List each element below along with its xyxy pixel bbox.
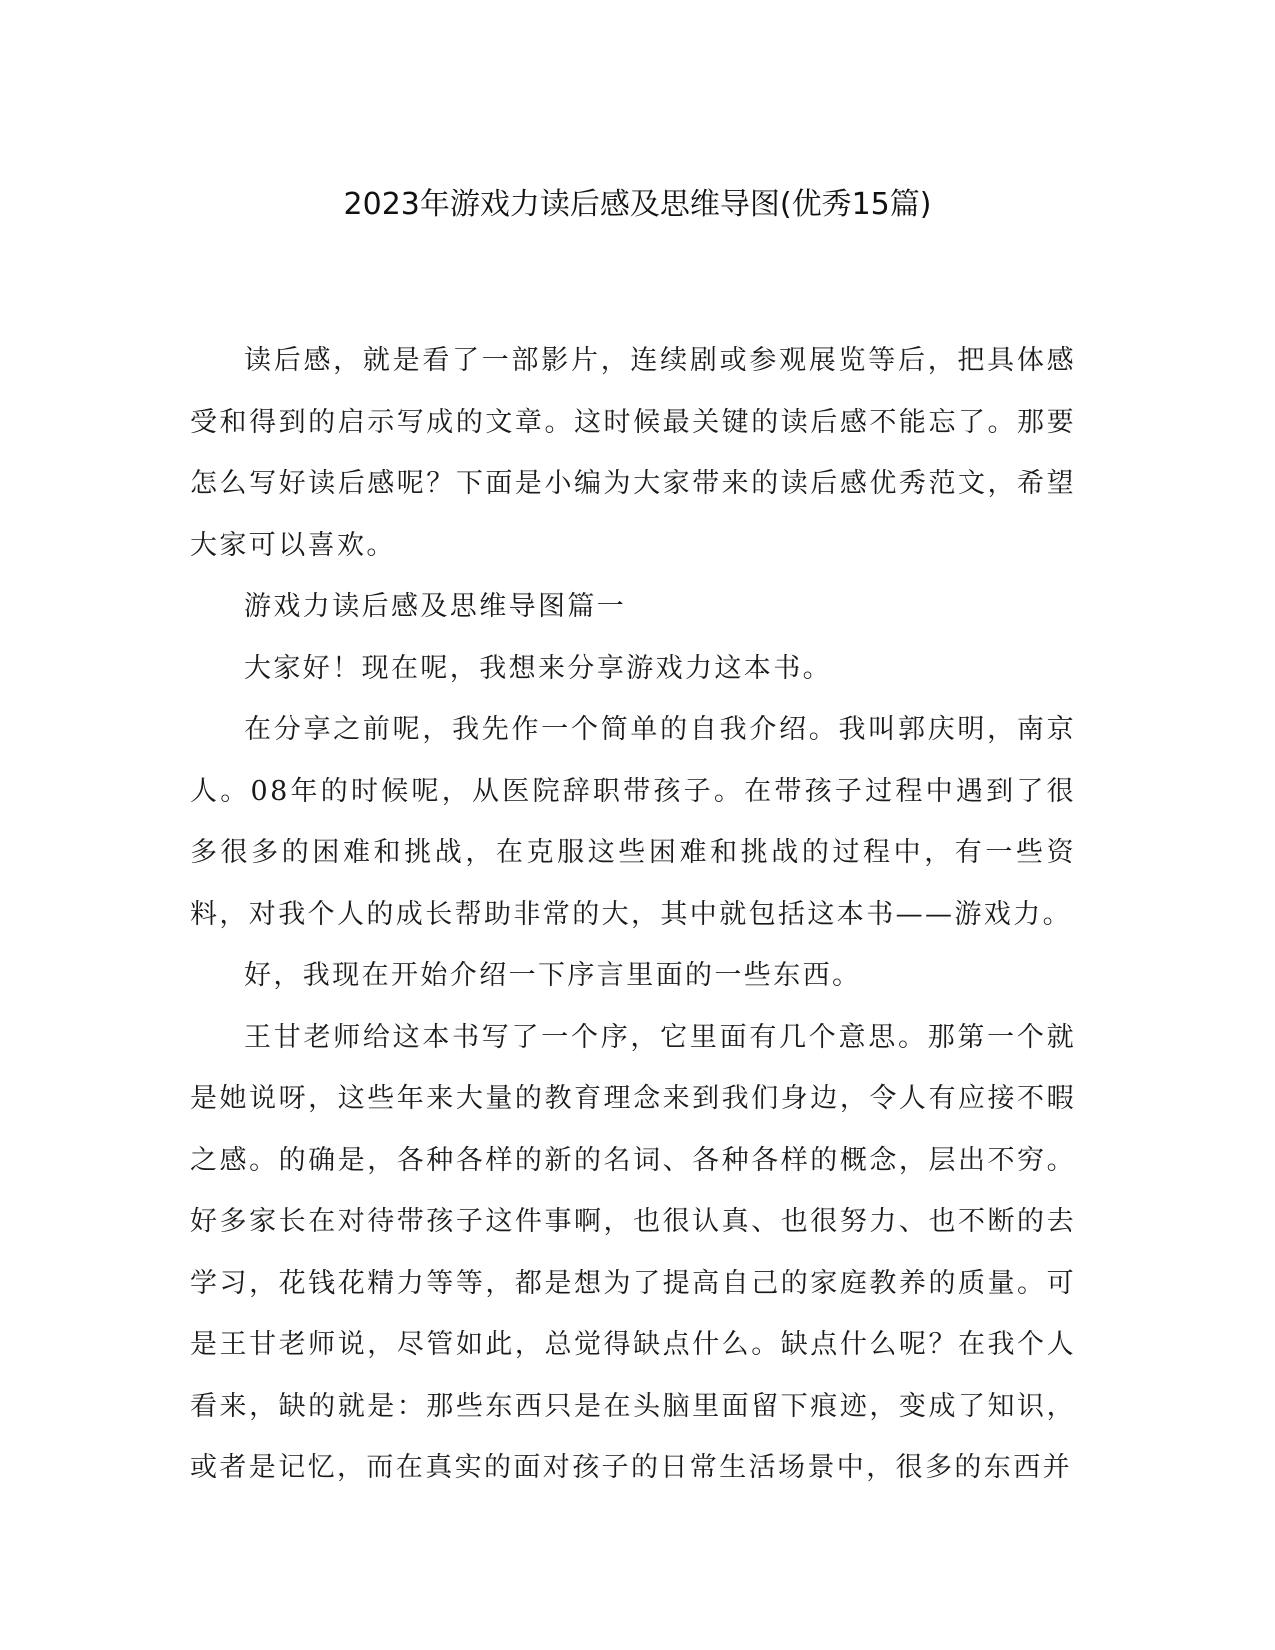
paragraph-self-intro: 在分享之前呢，我先作一个简单的自我介绍。我叫郭庆明，南京人。08年的时候呢，从医院辞职带孩子。在带孩子过程中遇到了很多很多的困难和挑战，在克服这些困难和挑战的过程中，有一些资料，对我个人的成长帮助非常的大，其中就包括这本书——游戏力。 bbox=[190, 714, 1076, 930]
document-body bbox=[190, 330, 1076, 1499]
paragraph-preface-intro: 好，我现在开始介绍一下序言里面的一些东西。 bbox=[244, 960, 862, 991]
paragraph-section-heading: 游戏力读后感及思维导图篇一 bbox=[244, 591, 627, 622]
paragraph-intro: 读后感，就是看了一部影片，连续剧或参观展览等后，把具体感受和得到的启示写成的文章。这时候最关键的读后感不能忘了。那要怎么写好读后感呢？下面是小编为大家带来的读后感优秀范文，希望大家可以喜欢。 bbox=[190, 345, 1076, 561]
paragraph-preface-content: 王甘老师给这本书写了一个序，它里面有几个意思。那第一个就是她说呀，这些年来大量的教育理念来到我们身边，令人有应接不暇之感。的确是，各种各样的新的名词、各种各样的概念，层出不穷。好多家长在对待带孩子这件事啊，也很认真、也很努力、也不断的去学习，花钱花精力等等，都是想为了提高自己的家庭教养的质量。可是王甘老师说，尽管如此，总觉得缺点什么。缺点什么呢？在我个人看来，缺的就是：那些东西只是在头脑里面留下痕迹，变成了知识，或者是记忆，而在真实的面对孩子的日常生活场景中，很多的东西并 bbox=[190, 1021, 1076, 1483]
document-title: 2023年游戏力读后感及思维导图(优秀15篇) bbox=[343, 187, 932, 222]
paragraph-greeting: 大家好！现在呢，我想来分享游戏力这本书。 bbox=[244, 652, 832, 684]
